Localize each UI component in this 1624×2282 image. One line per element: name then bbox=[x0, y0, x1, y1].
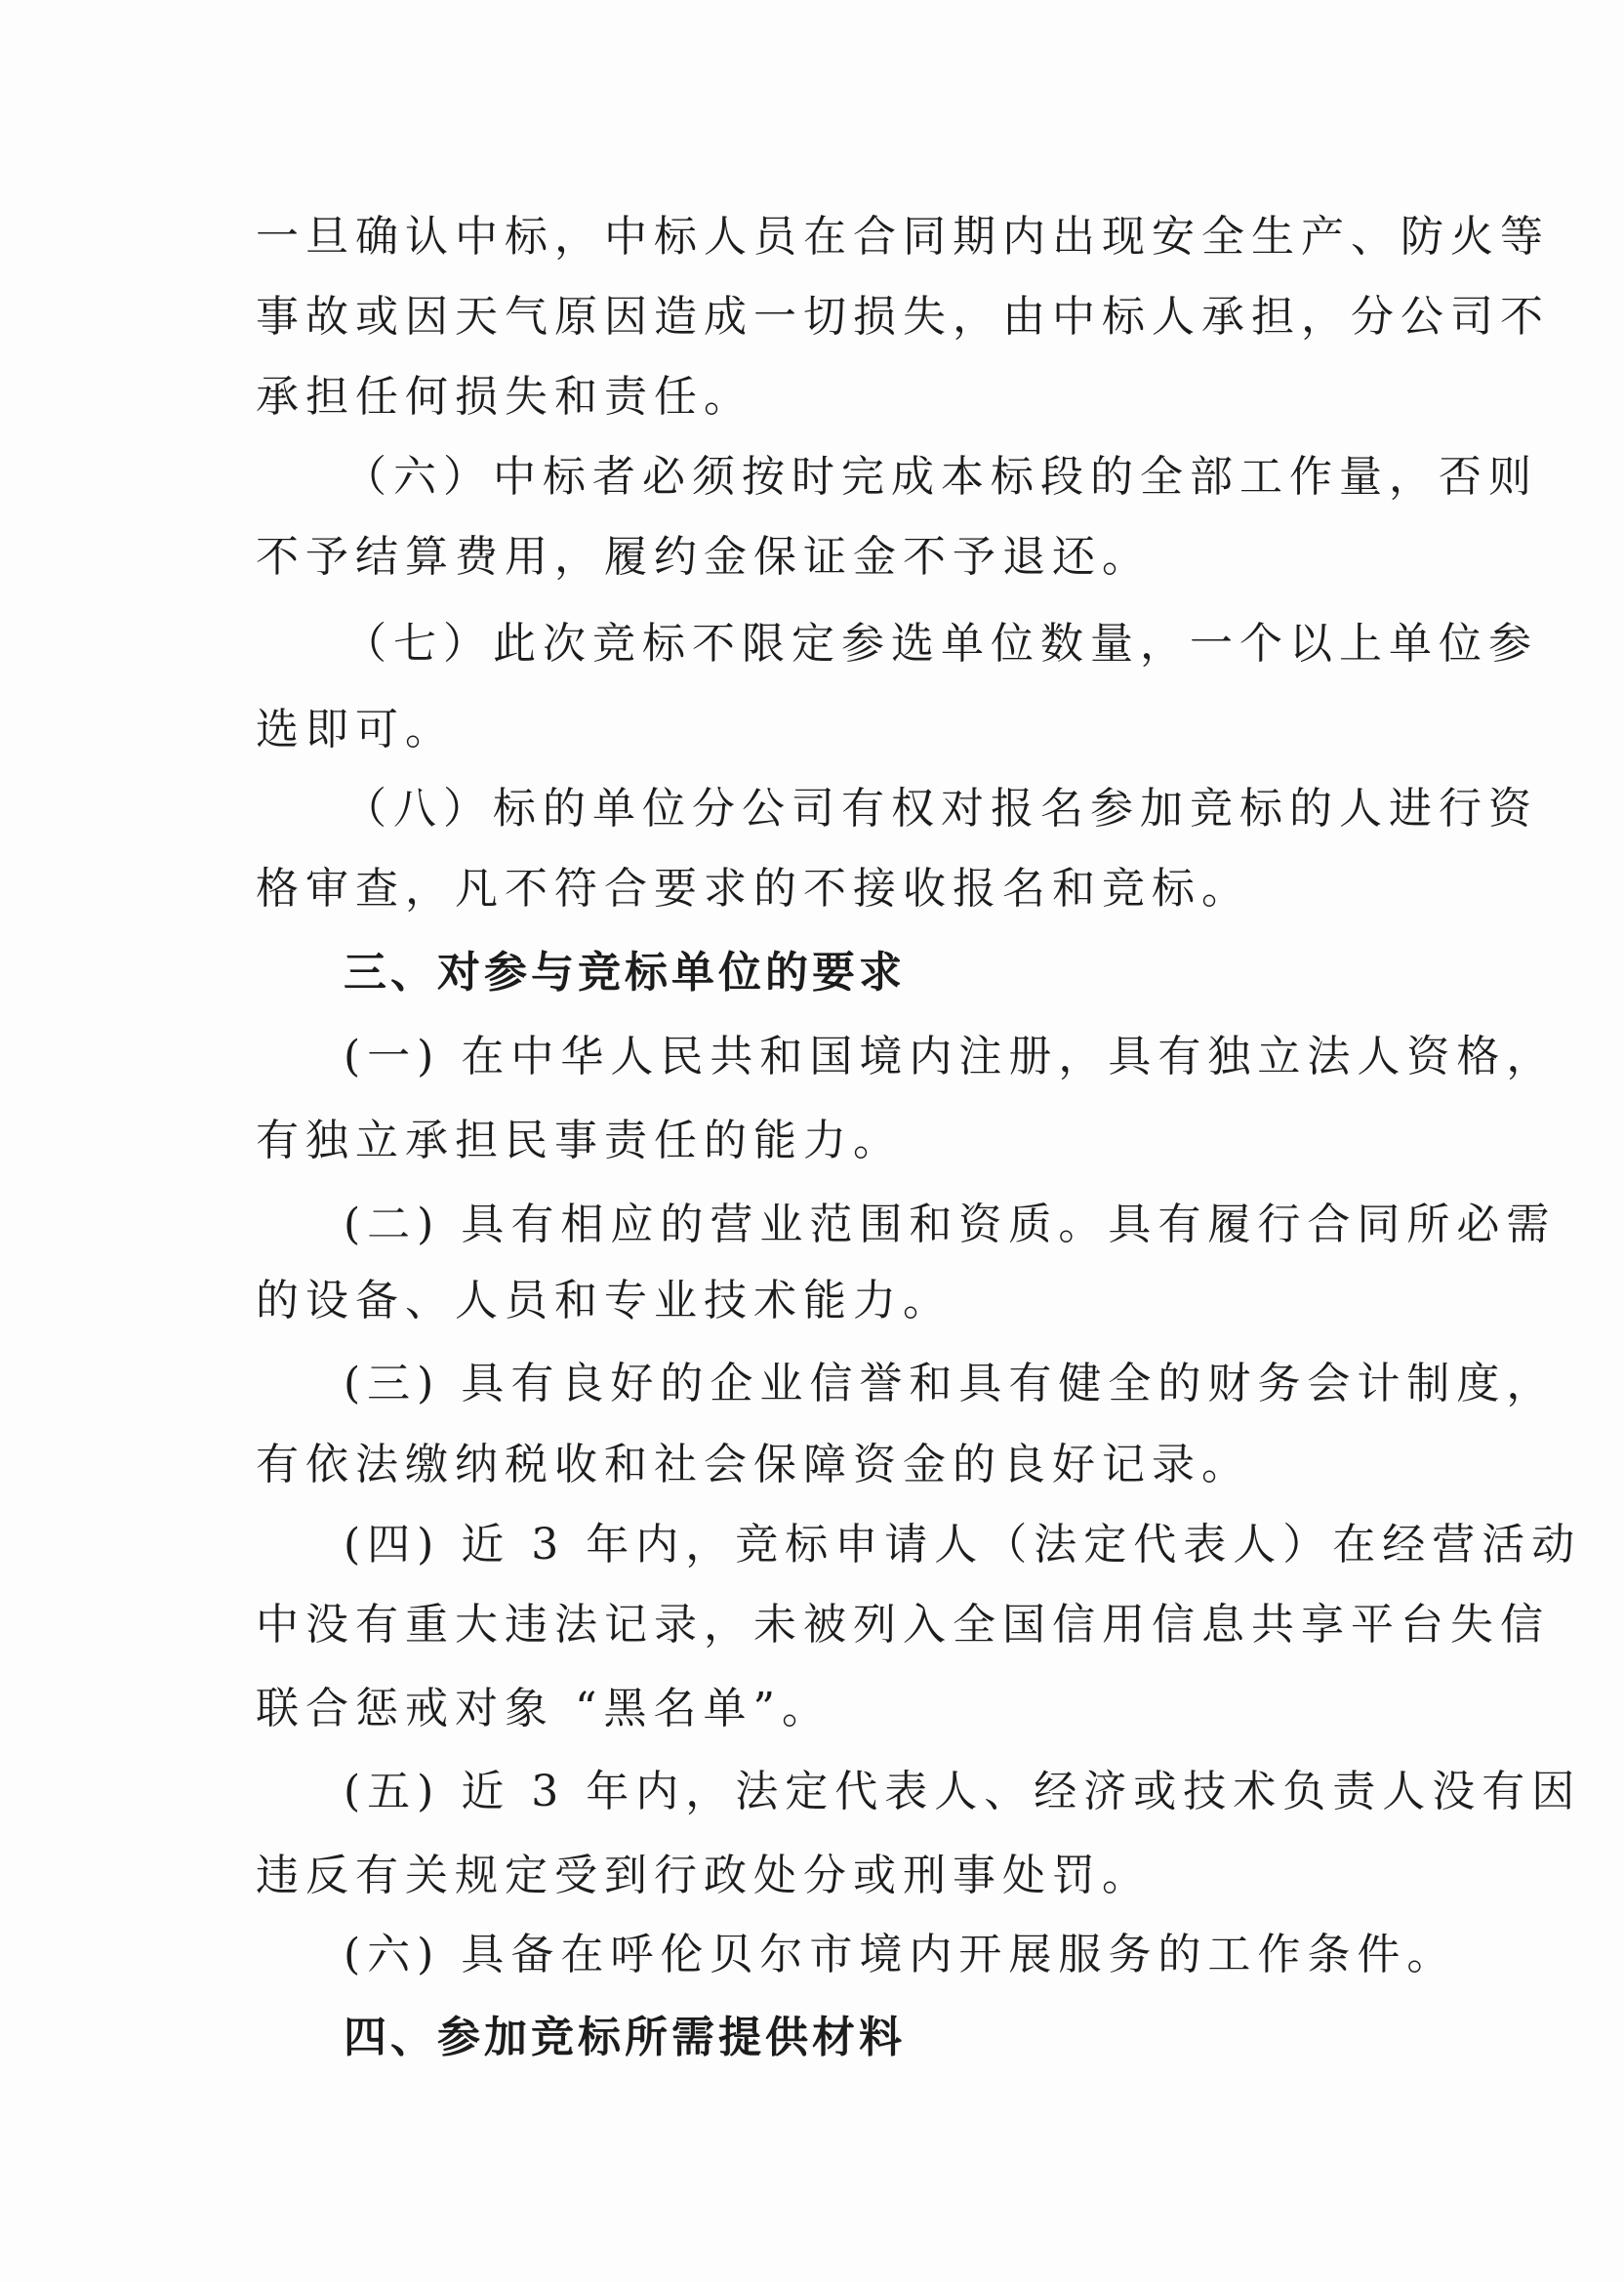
requirement-three-line: (三) 具有良好的企业信誉和具有健全的财务会计制度， bbox=[344, 1359, 1557, 1408]
paragraph-line: 不予结算费用，履约金保证金不予退还。 bbox=[256, 532, 1152, 582]
paragraph-line: 选即可。 bbox=[256, 705, 455, 754]
paragraph-line: 事故或因天气原因造成一切损失，由中标人承担，分公司不 bbox=[256, 292, 1550, 342]
paragraph-line: 中没有重大违法记录，未被列入全国信用信息共享平台失信 bbox=[256, 1600, 1550, 1650]
section-three-heading: 三、对参与竞标单位的要求 bbox=[344, 948, 906, 998]
section-four-heading: 四、参加竞标所需提供材料 bbox=[344, 2013, 906, 2062]
clause-seven-line: （七）此次竞标不限定参选单位数量，一个以上单位参 bbox=[344, 619, 1538, 669]
paragraph-line: 有依法缴纳税收和社会保障资金的良好记录。 bbox=[256, 1440, 1251, 1489]
paragraph-line: 格审查，凡不符合要求的不接收报名和竞标。 bbox=[256, 864, 1251, 914]
requirement-two-line: (二) 具有相应的营业范围和资质。具有履行合同所必需 bbox=[344, 1200, 1557, 1249]
paragraph-line: 的设备、人员和专业技术能力。 bbox=[256, 1276, 953, 1325]
paragraph-line: 有独立承担民事责任的能力。 bbox=[256, 1116, 903, 1165]
paragraph-line: 违反有关规定受到行政处分或刑事处罚。 bbox=[256, 1851, 1152, 1900]
requirement-four-line: (四) 近 3 年内，竞标申请人（法定代表人）在经营活动 bbox=[344, 1520, 1582, 1569]
clause-six-line: （六）中标者必须按时完成本标段的全部工作量，否则 bbox=[344, 452, 1538, 502]
clause-eight-line: （八）标的单位分公司有权对报名参加竞标的人进行资 bbox=[344, 784, 1538, 834]
requirement-six-line: (六) 具备在呼伦贝尔市境内开展服务的工作条件。 bbox=[344, 1930, 1457, 1979]
requirement-one-line: (一) 在中华人民共和国境内注册，具有独立法人资格， bbox=[344, 1032, 1557, 1081]
paragraph-line: 承担任何损失和责任。 bbox=[256, 372, 753, 422]
paragraph-line: 一旦确认中标，中标人员在合同期内出现安全生产、防火等 bbox=[256, 212, 1550, 262]
requirement-five-line: (五) 近 3 年内，法定代表人、经济或技术负责人没有因 bbox=[344, 1767, 1582, 1816]
paragraph-line: 联合惩戒对象 “黑名单”。 bbox=[256, 1684, 832, 1733]
